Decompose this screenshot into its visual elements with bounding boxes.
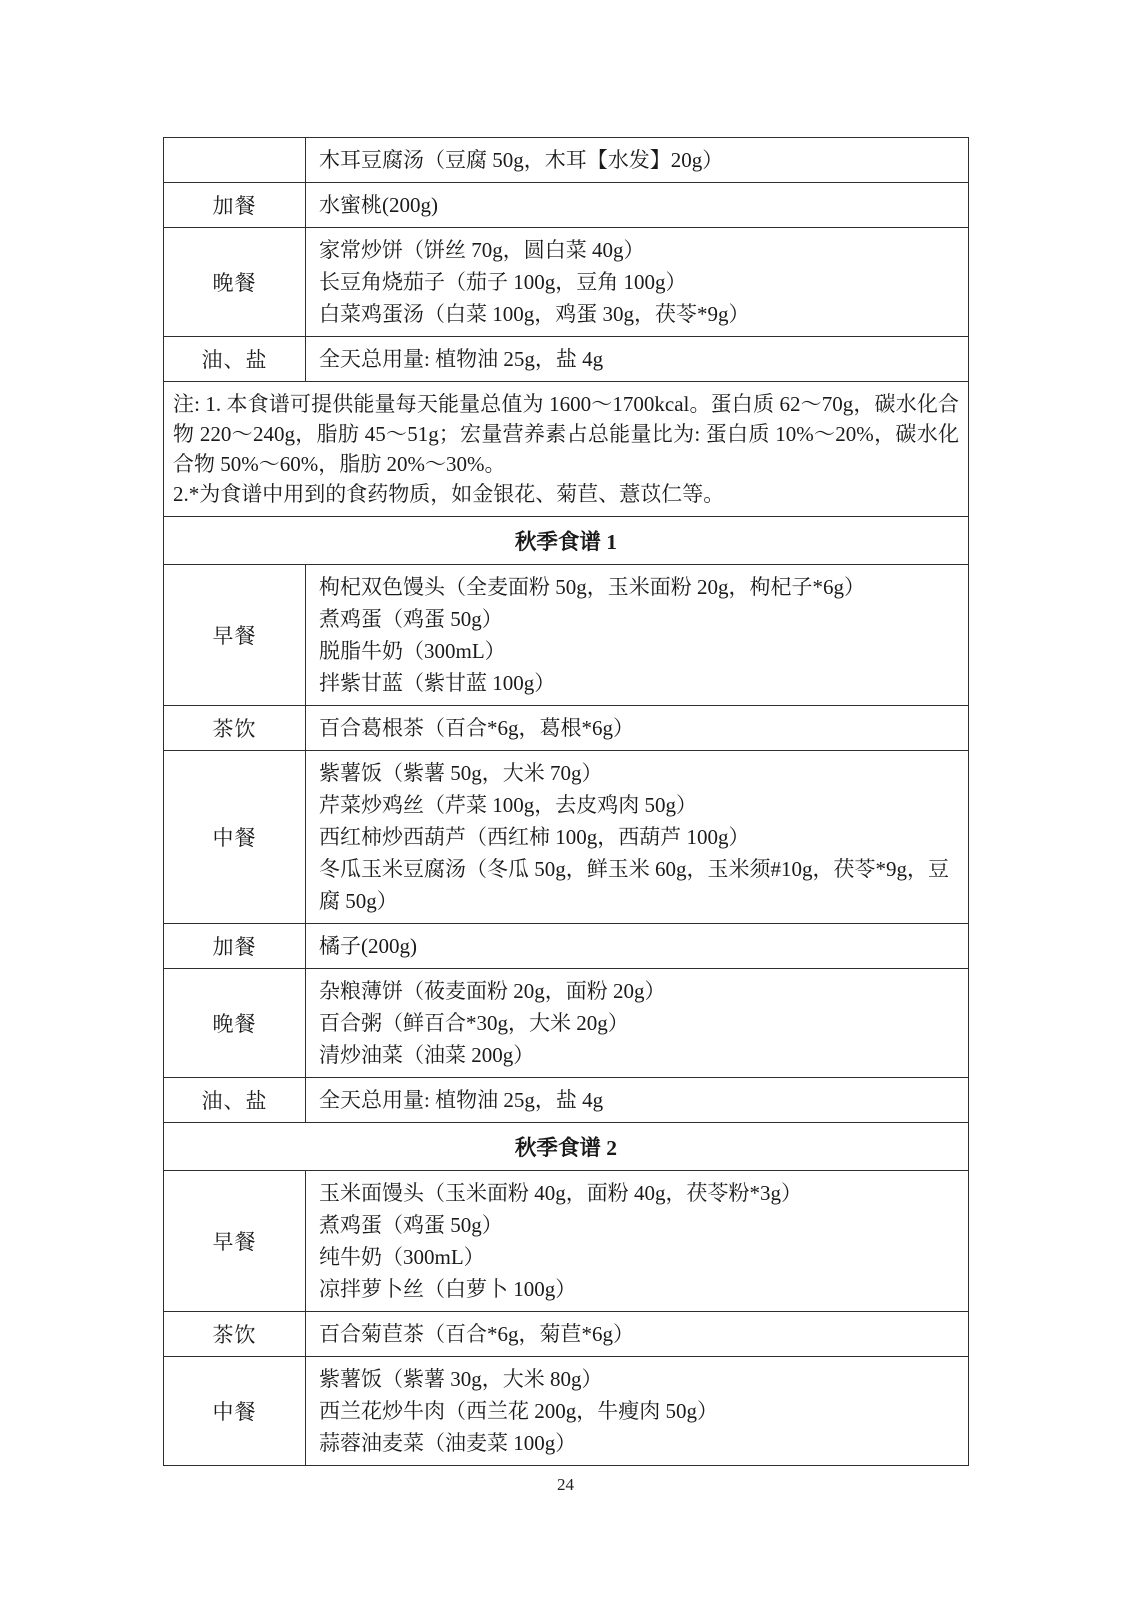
meal-label: 茶饮 (164, 706, 306, 751)
meal-label: 晚餐 (164, 228, 306, 337)
meal-content (306, 706, 969, 751)
table-row-tea (164, 706, 969, 751)
dish-line: 芹菜炒鸡丝（芹菜 100g，去皮鸡肉 50g） (319, 793, 697, 817)
dish-line: 玉米面馒头（玉米面粉 40g，面粉 40g，茯苓粉*3g） (319, 1181, 802, 1205)
dish-line: 百合菊苣茶（百合*6g，菊苣*6g） (319, 1322, 634, 1346)
meal-label: 晚餐 (164, 969, 306, 1078)
dish-line: 冬瓜玉米豆腐汤（冬瓜 50g，鲜玉米 60g，玉米须#10g，茯苓*9g，豆腐 50g） (319, 857, 949, 913)
table-row-dinner (164, 228, 969, 337)
meal-content (306, 183, 969, 228)
dish-line: 木耳豆腐汤（豆腐 50g，木耳【水发】20g） (319, 148, 724, 172)
table-row-lunch (164, 1357, 969, 1466)
note-line-1: 注: 1. 本食谱可提供能量每天能量总值为 1600～1700kcal。蛋白质 62～70g，碳水化合物 220～240g，脂肪 45～51g；宏量营养素占总能量比为: 蛋白质 10%～20%，碳水化合物 50%～60%，脂肪 20%～30%。 (173, 392, 959, 476)
dish-line: 拌紫甘蓝（紫甘蓝 100g） (319, 671, 556, 695)
table-row-snack (164, 924, 969, 969)
section-title-recipe2: 秋季食谱 2 (164, 1123, 969, 1171)
meal-label: 茶饮 (164, 1312, 306, 1357)
meal-content (306, 751, 969, 924)
dish-line: 清炒油菜（油菜 200g） (319, 1043, 535, 1067)
dish-line: 煮鸡蛋（鸡蛋 50g） (319, 1213, 503, 1237)
table-row-oil-salt (164, 337, 969, 382)
dish-line: 西兰花炒牛肉（西兰花 200g，牛瘦肉 50g） (319, 1399, 718, 1423)
dish-line: 全天总用量: 植物油 25g，盐 4g (319, 1088, 604, 1112)
meal-label-empty (164, 138, 306, 183)
meal-content (306, 969, 969, 1078)
dish-line: 蒜蓉油麦菜（油麦菜 100g） (319, 1431, 577, 1455)
meal-content (306, 924, 969, 969)
table-row-lunch (164, 751, 969, 924)
meal-label: 早餐 (164, 1171, 306, 1312)
table-row-recipe2-header (164, 1123, 969, 1171)
dish-line: 凉拌萝卜丝（白萝卜 100g） (319, 1277, 577, 1301)
table-row-tea (164, 1312, 969, 1357)
dish-line: 脱脂牛奶（300mL） (319, 639, 506, 663)
table-row-notes (164, 382, 969, 517)
dish-line: 煮鸡蛋（鸡蛋 50g） (319, 607, 503, 631)
table-row-dinner (164, 969, 969, 1078)
meal-label: 加餐 (164, 183, 306, 228)
table-row-breakfast (164, 1171, 969, 1312)
table-row-recipe1-header (164, 517, 969, 565)
dish-line: 纯牛奶（300mL） (319, 1245, 485, 1269)
table-row-continued-dinner-soup (164, 138, 969, 183)
meal-label: 油、盐 (164, 337, 306, 382)
page-number: 24 (557, 1475, 574, 1494)
section-title-recipe1: 秋季食谱 1 (164, 517, 969, 565)
dish-line: 枸杞双色馒头（全麦面粉 50g，玉米面粉 20g，枸杞子*6g） (319, 575, 865, 599)
meal-plan-table (163, 137, 969, 1466)
dish-line: 西红柿炒西葫芦（西红柿 100g，西葫芦 100g） (319, 825, 750, 849)
meal-content (306, 1312, 969, 1357)
dish-line: 白菜鸡蛋汤（白菜 100g，鸡蛋 30g，茯苓*9g） (319, 302, 750, 326)
meal-label: 油、盐 (164, 1078, 306, 1123)
dish-line: 杂粮薄饼（莜麦面粉 20g，面粉 20g） (319, 979, 666, 1003)
note-line-2: 2.*为食谱中用到的食药物质，如金银花、菊苣、薏苡仁等。 (173, 482, 725, 506)
dish-line: 家常炒饼（饼丝 70g，圆白菜 40g） (319, 238, 645, 262)
dish-line: 百合粥（鲜百合*30g，大米 20g） (319, 1011, 629, 1035)
notes-cell (164, 382, 969, 517)
table-row-oil-salt (164, 1078, 969, 1123)
meal-content (306, 228, 969, 337)
dish-line: 紫薯饭（紫薯 30g，大米 80g） (319, 1367, 603, 1391)
meal-label: 早餐 (164, 565, 306, 706)
dish-line: 紫薯饭（紫薯 50g，大米 70g） (319, 761, 603, 785)
table-row-snack (164, 183, 969, 228)
meal-content (306, 337, 969, 382)
dish-line: 百合葛根茶（百合*6g，葛根*6g） (319, 716, 634, 740)
dish-line: 长豆角烧茄子（茄子 100g，豆角 100g） (319, 270, 687, 294)
table-row-breakfast (164, 565, 969, 706)
dish-line: 水蜜桃(200g) (319, 193, 438, 217)
meal-content (306, 1357, 969, 1466)
meal-content (306, 1078, 969, 1123)
meal-label: 中餐 (164, 1357, 306, 1466)
meal-content (306, 565, 969, 706)
meal-label: 中餐 (164, 751, 306, 924)
meal-content (306, 138, 969, 183)
meal-label: 加餐 (164, 924, 306, 969)
dish-line: 橘子(200g) (319, 934, 417, 958)
meal-content (306, 1171, 969, 1312)
dish-line: 全天总用量: 植物油 25g，盐 4g (319, 347, 604, 371)
